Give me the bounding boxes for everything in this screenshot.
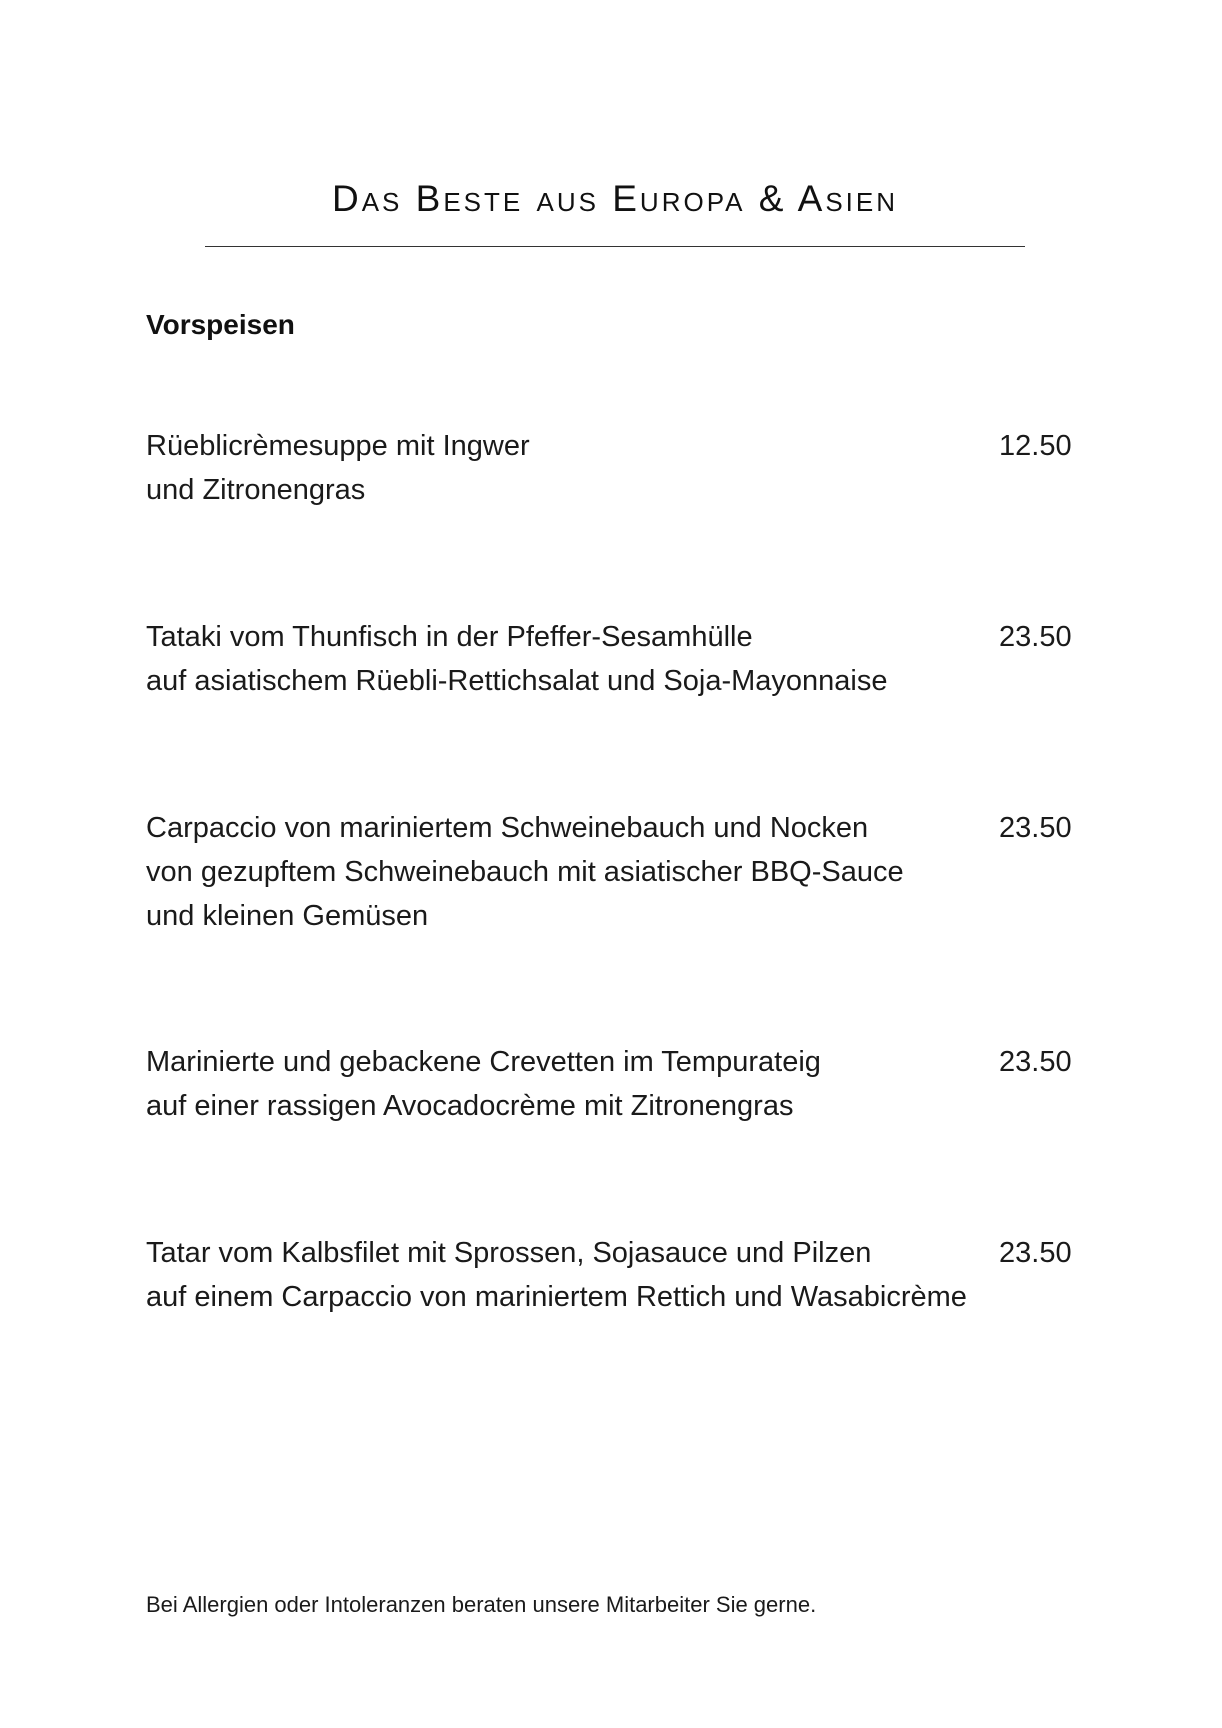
item-description-line: von gezupftem Schweinebauch mit asiatischer BBQ-Sauce (146, 856, 904, 888)
menu-item (146, 615, 1076, 703)
menu-item (146, 1040, 1076, 1128)
item-description-line: und kleinen Gemüsen (146, 900, 429, 932)
item-description-line: auf einer rassigen Avocadocrème mit Zitronengras (146, 1090, 794, 1122)
page-title: Das Beste aus Europa & Asien (331, 178, 899, 219)
item-description-line: Tatar vom Kalbsfilet mit Sprossen, Sojasauce und Pilzen (146, 1237, 872, 1269)
item-price: 23.50 (999, 812, 1072, 844)
item-description-line: Carpaccio von mariniertem Schweinebauch und Nocken (146, 812, 869, 844)
section-heading: Vorspeisen (146, 309, 295, 340)
item-price: 23.50 (999, 1237, 1072, 1269)
menu-item (146, 1231, 1076, 1319)
item-price: 23.50 (999, 621, 1072, 653)
menu-item (146, 806, 1076, 938)
item-description-line: und Zitronengras (146, 474, 366, 506)
item-description-line: Tataki vom Thunfisch in der Pfeffer-Sesamhülle (146, 621, 753, 653)
item-description-line: Rüeblicrèmesuppe mit Ingwer (146, 430, 530, 462)
menu-item (146, 424, 1076, 512)
item-description-line: Marinierte und gebackene Crevetten im Tempurateig (146, 1046, 821, 1078)
allergy-note: Bei Allergien oder Intoleranzen beraten unsere Mitarbeiter Sie gerne. (146, 1592, 817, 1617)
item-description-line: auf asiatischem Rüebli-Rettichsalat und Soja-Mayonnaise (146, 665, 888, 697)
title-divider (205, 246, 1025, 247)
item-price: 23.50 (999, 1046, 1072, 1078)
item-price: 12.50 (999, 430, 1072, 462)
item-description-line: auf einem Carpaccio von mariniertem Rettich und Wasabicrème (146, 1281, 967, 1313)
